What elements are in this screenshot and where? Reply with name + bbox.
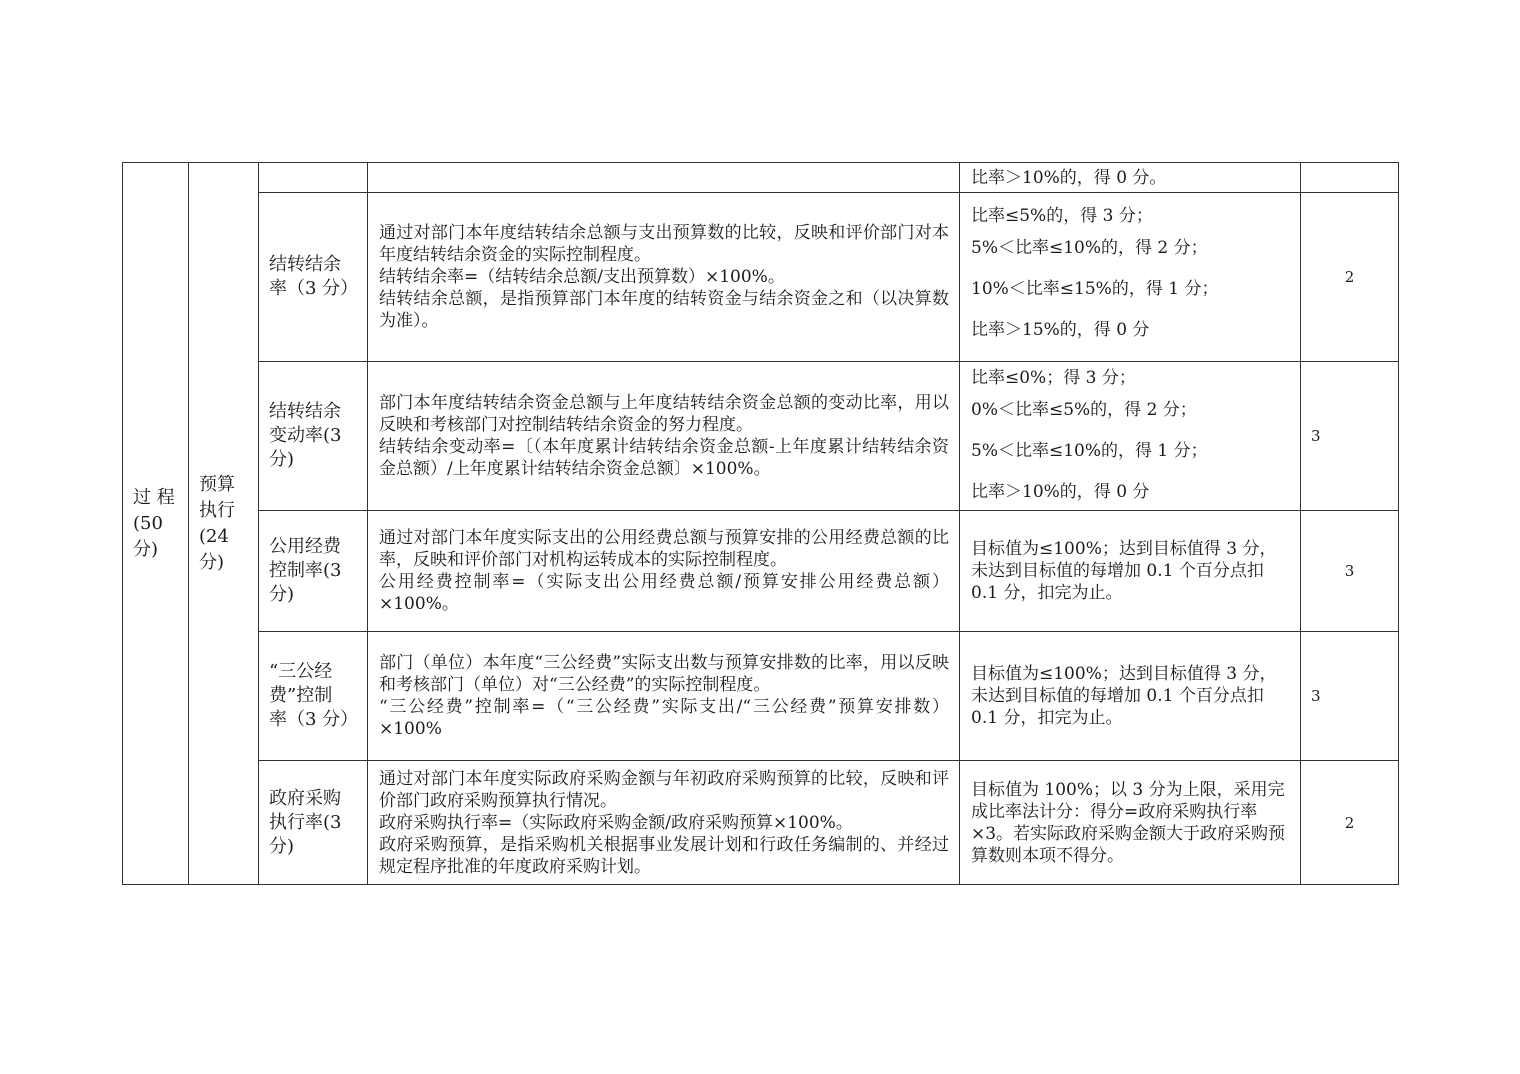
description-paragraph: 政府采购执行率=（实际政府采购金额/政府采购预算×100%。 [379, 812, 853, 833]
indicator-cell [259, 511, 368, 632]
indicator-line: “三公经 [269, 661, 333, 682]
category-level1-cell [123, 163, 189, 885]
indicator-cell [259, 362, 368, 511]
score-cell-empty [1301, 163, 1399, 193]
category-level2-line: (24 [199, 525, 229, 547]
standard-cell [960, 632, 1301, 761]
description-paragraph: 通过对部门本年度结转结余总额与支出预算数的比较，反映和评价部门对本年度结转结余资金的实际控制程度。 [379, 223, 949, 265]
description-paragraph: 结转结余总额，是指预算部门本年度的结转资金与结余资金之和（以决算数为准）。 [379, 289, 949, 331]
description-paragraph: 结转结余率=（结转结余总额/支出预算数）×100%。 [379, 267, 785, 287]
category-level2-cell [189, 163, 259, 885]
standard-option: 比率≤0%；得 3 分； [971, 368, 1136, 388]
standard-option: 0%＜比率≤5%的，得 2 分； [971, 400, 1197, 420]
indicator-line: 政府采购 [269, 787, 341, 809]
indicator-line: 控制率(3 [269, 560, 342, 581]
standard-text: 目标值为≤100%；达到目标值得 3 分，未达到目标值的每增加 0.1 个百分点扣 0.1 分，扣完为止。 [971, 539, 1277, 603]
standard-option: 比率≤5%的，得 3 分； [971, 205, 1153, 226]
description-cell-empty [368, 163, 960, 193]
table-row [123, 761, 1399, 885]
description-paragraph: “三公经费”控制率=（“三公经费”实际支出/“三公经费”预算安排数）×100% [379, 697, 949, 739]
indicator-line: 变动率(3 [269, 425, 342, 446]
indicator-line: 分) [269, 584, 295, 605]
score-cell: 2 [1301, 761, 1399, 885]
score-cell: 3 [1301, 632, 1399, 761]
category-level1-line: (50 [133, 512, 163, 534]
description-cell [368, 761, 960, 885]
score-cell: 3 [1301, 511, 1399, 632]
category-level2-line: 分) [199, 551, 225, 573]
indicator-line: 分) [269, 835, 295, 857]
indicator-line: 结转结余 [269, 254, 341, 275]
category-level1-line: 过 程 [133, 486, 175, 508]
indicator-cell-empty [259, 163, 368, 193]
indicator-cell [259, 632, 368, 761]
table-row [123, 362, 1399, 511]
standard-option: 5%＜比率≤10%的，得 2 分； [971, 237, 1208, 258]
description-paragraph: 政府采购预算，是指采购机关根据事业发展计划和行政任务编制的、并经过规定程序批准的年度政府采购计划。 [379, 834, 949, 877]
indicator-line: 率（3 分） [269, 278, 359, 299]
standard-cell: 比率＞10%的，得 0 分。 [960, 163, 1301, 193]
table-row [123, 511, 1399, 632]
indicator-line: 费”控制 [269, 685, 333, 706]
indicator-line: 分) [269, 449, 295, 470]
standard-option: 5%＜比率≤10%的，得 1 分； [971, 441, 1208, 461]
description-cell [368, 193, 960, 362]
indicator-cell [259, 193, 368, 362]
description-cell [368, 511, 960, 632]
score-cell: 3 [1301, 362, 1399, 511]
description-cell [368, 632, 960, 761]
description-paragraph: 通过对部门本年度实际政府采购金额与年初政府采购预算的比较，反映和评价部门政府采购预算执行情况。 [379, 768, 949, 811]
standard-cell [960, 511, 1301, 632]
table-row-continuation [123, 163, 1399, 193]
standard-cell [960, 193, 1301, 362]
category-level1-line: 分) [133, 538, 159, 560]
category-level2-line: 预算 [199, 473, 235, 495]
table-row [123, 632, 1399, 761]
indicator-line: 执行率(3 [269, 811, 342, 833]
standard-option: 比率＞10%的，得 0 分 [971, 482, 1150, 502]
performance-evaluation-table [122, 162, 1399, 885]
score-cell: 2 [1301, 193, 1399, 362]
standard-cell [960, 761, 1301, 885]
description-paragraph: 通过对部门本年度实际支出的公用经费总额与预算安排的公用经费总额的比率，反映和评价部门对机构运转成本的实际控制程度。 [379, 528, 949, 570]
description-cell [368, 362, 960, 511]
description-paragraph: 部门（单位）本年度“三公经费”实际支出数与预算安排数的比率，用以反映和考核部门（单位）对“三公经费”的实际控制程度。 [379, 653, 949, 695]
description-paragraph: 结转结余变动率=〔（本年度累计结转结余资金总额-上年度累计结转结余资金总额）/上年度累计结转结余资金总额〕×100%。 [379, 437, 949, 479]
standard-text: 目标值为≤100%；达到目标值得 3 分，未达到目标值的每增加 0.1 个百分点扣 0.1 分，扣完为止。 [971, 664, 1277, 728]
standard-option: 比率＞15%的，得 0 分 [971, 319, 1150, 340]
description-paragraph: 公用经费控制率=（实际支出公用经费总额/预算安排公用经费总额）×100%。 [379, 572, 949, 614]
indicator-line: 结转结余 [269, 401, 341, 422]
standard-cell [960, 362, 1301, 511]
standard-option: 10%＜比率≤15%的，得 1 分； [971, 278, 1219, 299]
indicator-line: 率（3 分） [269, 709, 359, 730]
indicator-cell [259, 761, 368, 885]
description-paragraph: 部门本年度结转结余资金总额与上年度结转结余资金总额的变动比率，用以反映和考核部门对控制结转结余资金的努力程度。 [379, 393, 949, 435]
standard-text: 目标值为 100%；以 3 分为上限，采用完成比率法计分：得分=政府采购执行率×3。若实际政府采购金额大于政府采购预算数则本项不得分。 [971, 779, 1286, 866]
category-level2-line: 执行 [199, 499, 235, 521]
indicator-line: 公用经费 [269, 536, 341, 557]
table-row [123, 193, 1399, 362]
